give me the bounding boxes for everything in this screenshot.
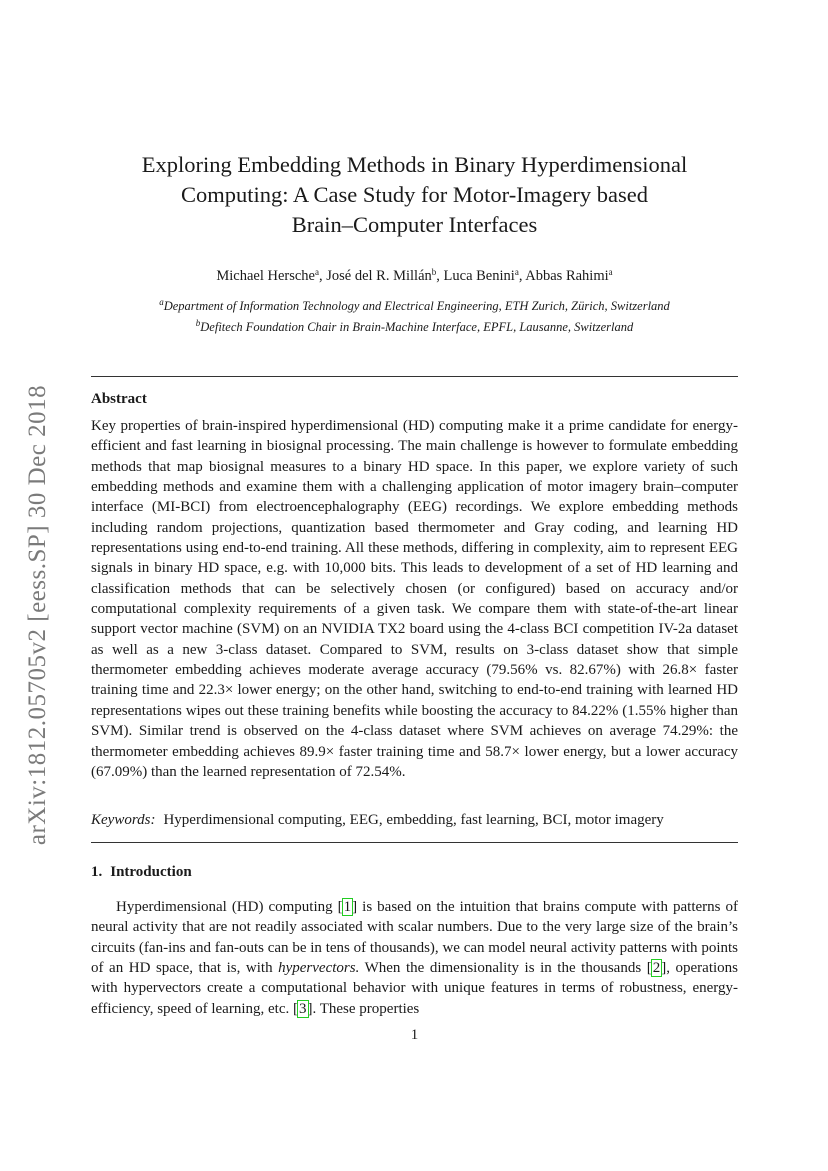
author-separator: , [518, 268, 526, 284]
arxiv-identifier-text: arXiv:1812.05705v2 [eess.SP] 30 Dec 2018 [24, 384, 52, 846]
affiliation-text: Defitech Foundation Chair in Brain-Machine Interface, EPFL, Lausanne, Switzerland [200, 320, 634, 334]
paragraph-text: . These properties [312, 1000, 420, 1017]
affiliation-line [91, 294, 738, 315]
arxiv-identifier-stamp [18, 355, 58, 875]
paragraph-text: is based on the intuition that brains compute with patterns of neural activity that are not readily associated with scalar numbers. Due to the very large size of the brain’s circuits (fan-ins and fan-outs can be in tens of thousands), we can model neural activity patterns with points of an HD space, that is, with [91, 899, 738, 977]
paragraph-text: Hyperdimensional (HD) computing [116, 899, 338, 915]
section-heading [91, 864, 192, 881]
section-number: 1. [91, 864, 103, 880]
affiliation-mark: a [514, 267, 519, 277]
emphasized-term: hypervectors. [278, 960, 360, 977]
author-name: Abbas Rahimi [525, 268, 609, 284]
abstract-bottom-rule [91, 842, 738, 843]
section-title: Introduction [110, 864, 192, 880]
affiliations [91, 294, 738, 336]
title-line: Computing: A Case Study for Motor-Imagery based [181, 182, 648, 207]
affiliation-line [91, 315, 738, 336]
citation-link[interactable]: 3 [299, 1000, 307, 1017]
affiliation-mark: a [315, 267, 319, 277]
abstract-heading: Abstract [91, 391, 147, 407]
page-number: 1 [410, 1027, 419, 1043]
paper-title [91, 150, 738, 240]
author-separator: , [436, 268, 444, 284]
keywords-text: Hyperdimensional computing, EEG, embedding, fast learning, BCI, motor imagery [163, 812, 664, 828]
keywords-label: Keywords: [91, 812, 156, 828]
author-name: Luca Benini [443, 268, 515, 284]
affiliation-mark: a [608, 267, 613, 277]
abstract-top-rule [91, 376, 738, 377]
keywords-line [91, 810, 738, 830]
affiliation-text: Department of Information Technology and Electrical Engineering, ETH Zurich, Zürich, Switzerland [163, 299, 670, 313]
author-name: Michael Hersche [216, 268, 315, 284]
affiliation-mark: b [431, 267, 437, 277]
affiliation-mark: a [159, 297, 164, 307]
affiliation-mark: b [195, 318, 201, 328]
citation-link[interactable]: 1 [343, 899, 352, 915]
title-line: Exploring Embedding Methods in Binary Hyperdimensional [141, 152, 688, 177]
author-list [91, 263, 738, 285]
abstract-text: Key properties of brain-inspired hyperdimensional (HD) computing make it a prime candidate for energy-efficient and fast learning in biosignal processing. The main challenge is however to formulate embedding methods that map biosignal measures to a binary HD space. In this paper, we explore variety of such embedding methods and examine them with a challenging application of motor imagery brain–computer interface (MI-BCI) from electroencephalography (EEG) recordings. We explore embedding methods including random projections, quantization based thermometer and Gray coding, and learning HD representations using end-to-end training. All these methods, differing in complexity, aim to represent EEG signals in binary HD space, e.g. with 10,000 bits. This leads to development of a set of HD learning and classification methods that can be selectively chosen (or configured) based on accuracy and/or computational complexity requirements of a given task. We compare them with state-of-the-art linear support vector machine (SVM) on an NVIDIA TX2 board using the 4-class BCI competition IV-2a dataset as well as a new 3-class dataset. Compared to SVM, results on 3-class dataset show that simple thermometer embedding achieves moderate average accuracy (79.56% vs. 82.67%) with 26.8× faster training time and 22.3× lower energy; on the other hand, switching to end-to-end training with learned HD representations wipes out these training benefits while boosting the accuracy to 84.22% (1.55% higher than SVM). Similar trend is observed on the 4-class dataset where SVM achieves on average 74.29%: the thermometer embedding achieves 89.9× faster training time and 58.7× lower energy, but a lower accuracy (67.09%) than the learned representation of 72.54%. [91, 418, 738, 780]
title-line: Brain–Computer Interfaces [291, 212, 538, 237]
introduction-paragraph: Hyperdimensional (HD) computing [1] is based on the intuition that brains compute with patterns of neural activity that are not readily associated with scalar numbers. Due to the very large size of the brain’s circuits (fan-ins and fan-outs can be in tens of thousands), we can model neural activity patterns with points of an HD space, that is, with hypervectors. When the dimensionality is in the thousands [2], operations with hypervectors create a computational behavior with unique features in terms of robustness, energy-efficiency, speed of learning, etc. [3]. These properties [91, 899, 738, 1017]
paragraph-text: , operations with hypervectors create a computational behavior with unique features in terms of robustness, energy-efficiency, speed of learning, etc. [91, 960, 738, 1017]
author-name: José del R. Millán [326, 268, 432, 284]
author-separator: , [319, 268, 327, 284]
citation-link[interactable]: 2 [652, 960, 661, 977]
paragraph-text: When the dimensionality is in the thousands [359, 960, 647, 977]
